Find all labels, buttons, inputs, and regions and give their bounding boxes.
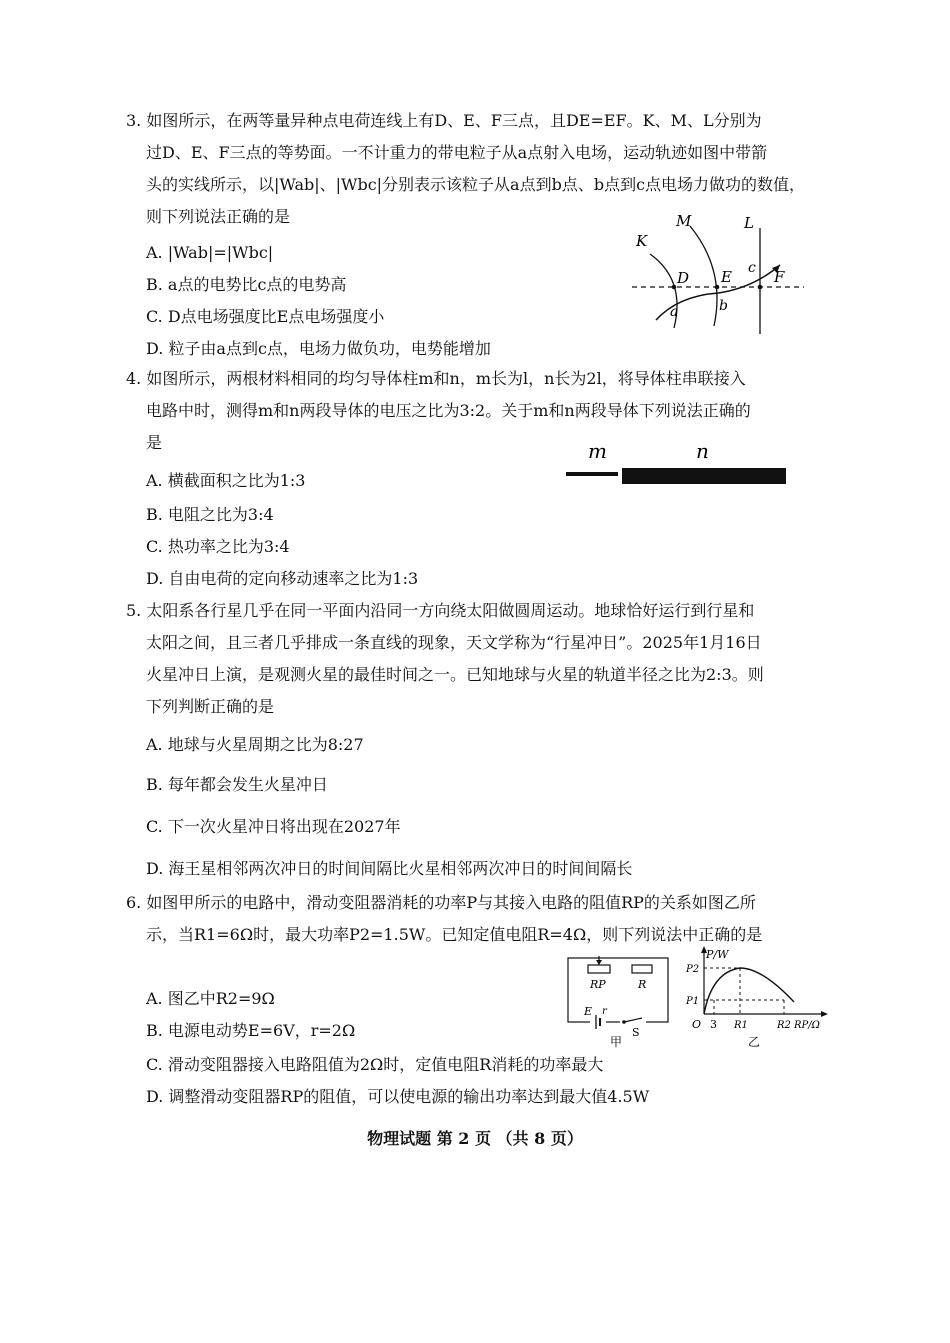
q6-label-rp: RP (590, 978, 606, 991)
q6-fixed-resistor (632, 965, 652, 973)
q6-circuit-wire (568, 958, 668, 1022)
q3-stem-line1: 3. 如图所示，在两等量异种点电荷连线上有D、E、F三点，且DE=EF。K、M、L分别为 (126, 111, 762, 130)
q4-label-m: m (588, 439, 607, 463)
q3-label-k: K (636, 232, 648, 250)
q6-battery-gap (590, 1016, 606, 1028)
q6-option-c: C. 滑动变阻器接入电路阻值为2Ω时，定值电阻R消耗的功率最大 (146, 1055, 604, 1074)
q3-label-e: E (721, 268, 732, 286)
q4-stem-line2: 电路中时，测得m和n两段导体的电压之比为3:2。关于m和n两段导体下列说法正确的 (146, 401, 751, 420)
q6-label-e: E (584, 1005, 593, 1018)
q3-label-a: a (670, 304, 679, 320)
q6-label-r-internal: r (602, 1006, 607, 1017)
q3-point-d (672, 285, 677, 290)
q6-origin-label: O (692, 1018, 702, 1031)
q6-option-b: B. 电源电动势E=6V，r=2Ω (146, 1021, 356, 1040)
q5-option-c: C. 下一次火星冲日将出现在2027年 (146, 817, 401, 836)
q4-stem-line3: 是 (146, 433, 163, 452)
q3-label-d: D (677, 269, 690, 287)
q3-label-l: L (744, 214, 754, 232)
q6-label-p1: P1 (686, 996, 700, 1007)
q3-surface-m (690, 226, 717, 326)
q6-circuit-figure (560, 952, 680, 1048)
q3-stem-line4: 则下列说法正确的是 (146, 207, 291, 226)
q3-option-c: C. D点电场强度比E点电场强度小 (146, 307, 385, 326)
q5-option-a: A. 地球与火星周期之比为8:27 (146, 735, 364, 754)
q6-tick-r2: R2 (777, 1020, 791, 1031)
q3-label-f: F (774, 268, 785, 286)
q4-option-b: B. 电阻之比为3:4 (146, 505, 274, 524)
q6-option-a: A. 图乙中R2=9Ω (146, 989, 275, 1008)
q5-option-d: D. 海王星相邻两次冲日的时间间隔比火星相邻两次冲日的时间间隔长 (146, 859, 633, 878)
q4-option-c: C. 热功率之比为3:4 (146, 537, 290, 556)
q6-slider-arrow (596, 960, 602, 965)
q6-rheostat (588, 965, 610, 973)
q5-stem-line4: 下列判断正确的是 (146, 697, 275, 716)
q3-stem-line2: 过D、E、F三点的等势面。一不计重力的带电粒子从a点射入电场，运动轨迹如图中带箭 (146, 143, 768, 162)
q6-label-p2: P2 (686, 964, 700, 975)
q5-stem-line1: 5. 太阳系各行星几乎在同一平面内沿同一方向绕太阳做圆周运动。地球恰好运行到行星和 (126, 601, 755, 620)
q4-conductor-figure (560, 434, 792, 492)
q3-label-c: c (748, 260, 756, 276)
q6-option-d: D. 调整滑动变阻器RP的阻值，可以使电源的输出功率达到最大值4.5W (146, 1087, 650, 1106)
q5-stem-line2: 太阳之间，且三者几乎排成一条直线的现象，天文学称为“行星冲日”。2025年1月16日 (146, 633, 762, 652)
q5-stem-line3: 火星冲日上演，是观测火星的最佳时间之一。已知地球与火星的轨道半径之比为2:3。则 (146, 665, 764, 684)
q6-stem-line2: 示，当R1=6Ω时，最大功率P2=1.5W。已知定值电阻R=4Ω，则下列说法中正确的是 (146, 925, 763, 944)
q6-y-axis-label: P/W (706, 948, 729, 961)
q6-tick-3: 3 (710, 1018, 717, 1031)
q6-tick-r1: R1 (734, 1020, 748, 1031)
q3-point-f (758, 285, 763, 290)
q6-graph-caption: 乙 (748, 1035, 761, 1049)
q4-conductor-n (622, 468, 786, 484)
q6-label-r: R (638, 978, 647, 991)
q4-option-a: A. 横截面积之比为1:3 (146, 471, 306, 490)
q3-stem-line3: 头的实线所示，以|Wab|、|Wbc|分别表示该粒子从a点到b点、b点到c点电场力做功的数值， (146, 175, 806, 194)
q4-stem-line1: 4. 如图所示，两根材料相同的均匀导体柱m和n，m长为l，n长为2l，将导体柱串联接入 (126, 369, 746, 388)
q6-label-s: S (632, 1026, 640, 1039)
q5-option-b: B. 每年都会发生火星冲日 (146, 775, 328, 794)
q3-option-a: A. |Wab|=|Wbc| (146, 243, 274, 262)
page-footer: 物理试题 第 2 页 （共 8 页） (367, 1129, 583, 1148)
q3-point-e (715, 285, 720, 290)
q3-option-b: B. a点的电势比c点的电势高 (146, 275, 347, 294)
q3-option-d: D. 粒子由a点到c点，电场力做负功，电势能增加 (146, 339, 491, 358)
q3-equipotential-figure (628, 210, 808, 340)
q6-power-curve (704, 968, 794, 1014)
q6-power-graph (682, 944, 832, 1056)
q3-label-b: b (719, 298, 728, 314)
q4-label-n: n (696, 439, 709, 463)
q6-x-axis-label: RP/Ω (794, 1020, 820, 1031)
q6-x-axis-arrow (821, 1011, 828, 1017)
q4-conductor-m (566, 472, 618, 476)
q3-label-m: M (676, 212, 692, 230)
q6-circuit-caption: 甲 (610, 1035, 623, 1048)
q6-stem-line1: 6. 如图甲所示的电路中，滑动变阻器消耗的功率P与其接入电路的阻值RP的关系如图乙所 (126, 893, 756, 912)
q4-option-d: D. 自由电荷的定向移动速率之比为1:3 (146, 569, 419, 588)
